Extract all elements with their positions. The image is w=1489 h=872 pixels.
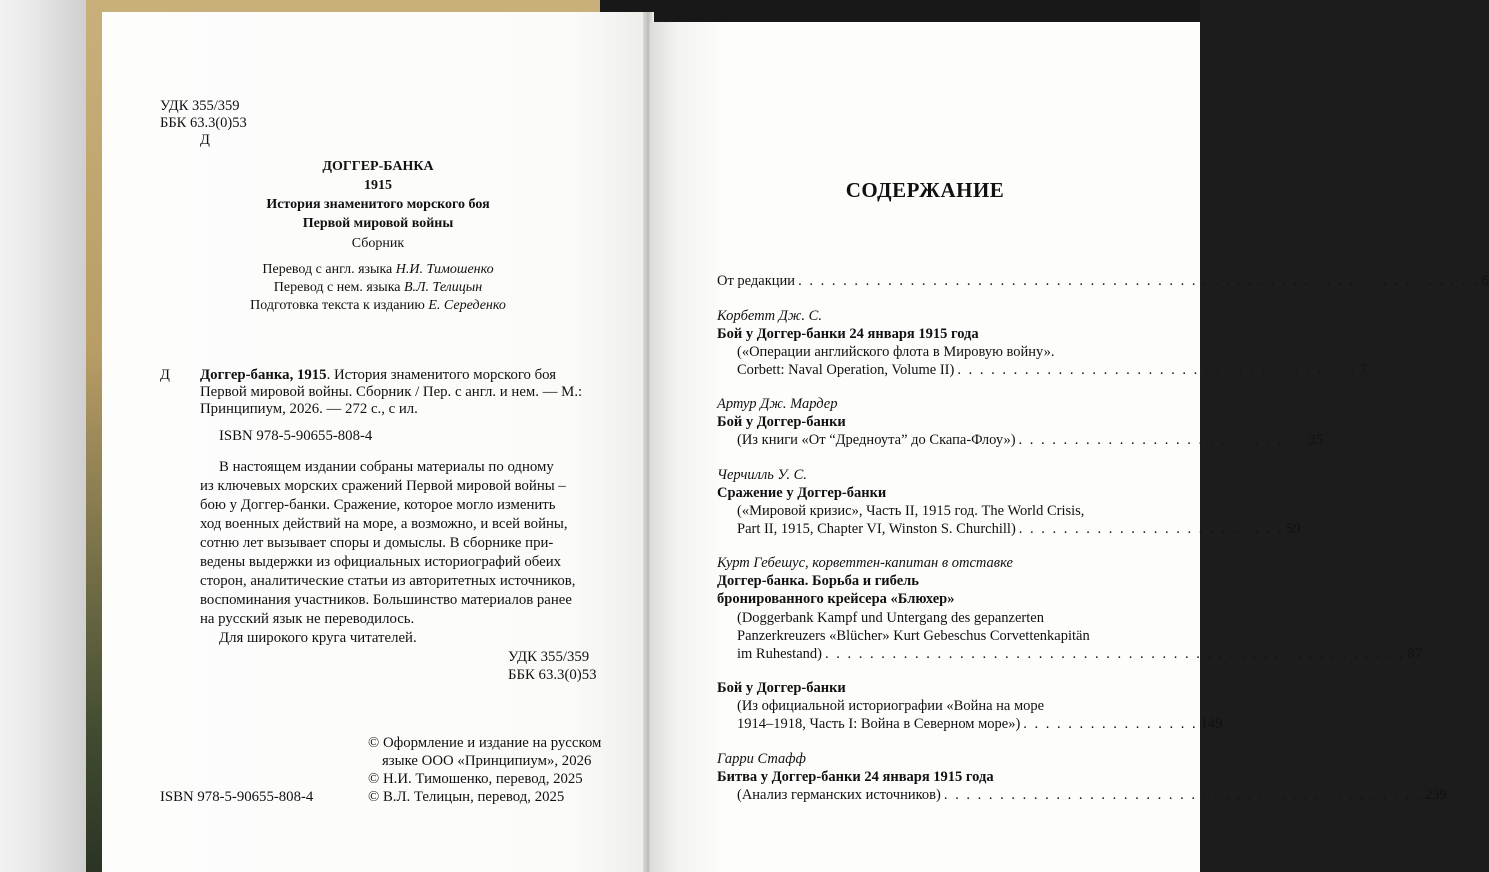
annotation-line: ведены выдержки из официальных историографий обеих xyxy=(200,554,562,570)
right-page: СОДЕРЖАНИЕ От редакции . . . . . . . . . . . . . . . . . . . . . . . . . . . . . . . . . . . . . . . . . . . . . . . . . . . . . . . . . . . . . 6 Корбетт Дж. С. Бой у Доггер-банки 24 января 1915 года («Операции английского флота в Мировую войну». Corbett: Naval Operation, Volume II) . . . . . . . . . . . . . . . . . . . . . . . . . . . . . . . . . . . . 7 Артур Дж. Мардер Бой у Доггер-банки (Из книги «От “Дредноута” до Скапа-Флоу») . . . . . . . . . . . . . . . . . . . . . . . . . . 35 Черчилль У. С. Сражение у Доггер-банки («Мировой кризис», Часть II, 1915 год. The World Crisis, Part II, 1915, Chapter VI, Winston S. Churchill) . . . . . . . . . . . . . . . . . . . . . . . . 59 Курт Гебешус, корветтен-капитан в отставке Доггер-банка. Борьба и гибель бронированного крейсера «Блюхер» (Doggerbank Kampf und Untergang des gepanzerten Panzerkreuzers «Blücher» Kurt Gebeschus Corvettenkapitän im Ruhestand) . . . . . . . . . . . . . . . . . . . . . . . . . . . . . . . . . . . . . . . . . . . . . . . . . . . . 87 Бой у Доггер-банки (Из официальной историографии «Война на море 1914–1918, Часть I: Война в Северном море») . . . . . . . . . . . . . . . . 149 Гарри Стафф Битва у Доггер-банки 24 января 1915 года (Анализ германских источников) . . . . . . . . . . . . . . . . . . . . . . . . . . . . . . . . . . . . . . . . . . . 239 xyxy=(650,22,1200,872)
toc-source: («Мировой кризис», Часть II, 1915 год. The World Crisis, xyxy=(737,503,1085,519)
copyright-line: © В.Л. Телицын, перевод, 2025 xyxy=(368,789,565,805)
copyright-line: © Оформление и издание на русском xyxy=(368,735,602,751)
udk-bottom: УДК 355/359 xyxy=(508,649,590,665)
toc-title[interactable]: Сражение у Доггер-банки xyxy=(717,485,887,501)
toc-source: (Doggerbank Kampf und Untergang des gepanzerten xyxy=(737,610,1044,626)
toc-source: (Из официальной историографии «Война на море xyxy=(737,698,1045,714)
book-title: ДОГГЕР-БАНКА xyxy=(322,159,434,174)
annotation-line: бою у Доггер-банки. Сражение, которое могло изменить xyxy=(200,497,556,513)
annotation-line: сотню лет вызывает споры и домыслы. В сборнике при- xyxy=(200,535,554,551)
toc-title[interactable]: бронированного крейсера «Блюхер» xyxy=(717,591,955,607)
contents-heading: СОДЕРЖАНИЕ xyxy=(845,178,1005,202)
toc-author: Корбетт Дж. С. xyxy=(717,308,822,324)
scanner-shadow xyxy=(600,0,1200,22)
toc-title[interactable]: Бой у Доггер-банки xyxy=(717,414,846,430)
biblio-line-1: Доггер-банка, 1915. История знаменитого морского боя xyxy=(200,367,557,383)
bbk-bottom: ББК 63.3(0)53 xyxy=(508,667,597,683)
annotation-line: В настоящем издании собраны материалы по одному xyxy=(219,459,554,475)
biblio-line-2: Первой мировой войны. Сборник / Пер. с англ. и нем. — М.: xyxy=(200,384,583,400)
copyright-line: языке ООО «Принципиум», 2026 xyxy=(382,753,592,769)
scanner-background xyxy=(0,0,86,872)
author-mark-top: Д xyxy=(200,132,210,148)
toc-author: Курт Гебешус, корветтен-капитан в отставке xyxy=(717,555,1013,571)
book-subtitle-1: История знаменитого морского боя xyxy=(266,197,490,212)
annotation-line: на русский язык не переводилось. xyxy=(200,611,415,627)
copyright-line: © Н.И. Тимошенко, перевод, 2025 xyxy=(368,771,583,787)
annotation-line: воспоминания участников. Большинство материалов ранее xyxy=(200,592,572,608)
annotation-line: из ключевых морских сражений Первой мировой войны – xyxy=(200,478,566,494)
toc-title[interactable]: Битва у Доггер-банки 24 января 1915 года xyxy=(717,769,994,785)
biblio-line-3: Принципиум, 2026. — 272 с., с ил. xyxy=(200,401,418,417)
credit-translator-en: Перевод с англ. языка Н.И. Тимошенко xyxy=(262,262,494,277)
audience-line: Для широкого круга читателей. xyxy=(219,630,417,646)
isbn-mid: ISBN 978-5-90655-808-4 xyxy=(219,428,373,444)
toc-title[interactable]: Бой у Доггер-банки xyxy=(717,680,846,696)
annotation-line: ход военных действий на море, а возможно, и всей войны, xyxy=(200,516,568,532)
left-page xyxy=(102,12,654,872)
credit-translator-de: Перевод с нем. языка В.Л. Телицын xyxy=(273,280,483,295)
toc-source: Panzerkreuzers «Blücher» Kurt Gebeschus Corvettenkapitän xyxy=(737,628,1090,644)
toc-author: Артур Дж. Мардер xyxy=(717,396,838,412)
isbn-bottom: ISBN 978-5-90655-808-4 xyxy=(160,789,314,805)
credit-editor: Подготовка текста к изданию Е. Середенко xyxy=(250,298,506,313)
bbk-top: ББК 63.3(0)53 xyxy=(160,115,247,131)
toc-title[interactable]: Доггер-банка. Борьба и гибель xyxy=(717,573,919,589)
biblio-mark: Д xyxy=(160,367,170,383)
genre-label: Сборник xyxy=(351,236,405,251)
annotation-line: сторон, аналитические статьи из авторитетных источников, xyxy=(200,573,576,589)
book-year: 1915 xyxy=(364,178,392,193)
toc-source: («Операции английского флота в Мировую войну». xyxy=(737,344,1055,360)
toc-author: Гарри Стафф xyxy=(717,751,806,767)
udk-top: УДК 355/359 xyxy=(160,98,240,114)
toc-title[interactable]: Бой у Доггер-банки 24 января 1915 года xyxy=(717,326,979,342)
book-subtitle-2: Первой мировой войны xyxy=(302,216,454,231)
toc-author: Черчилль У. С. xyxy=(717,467,807,483)
